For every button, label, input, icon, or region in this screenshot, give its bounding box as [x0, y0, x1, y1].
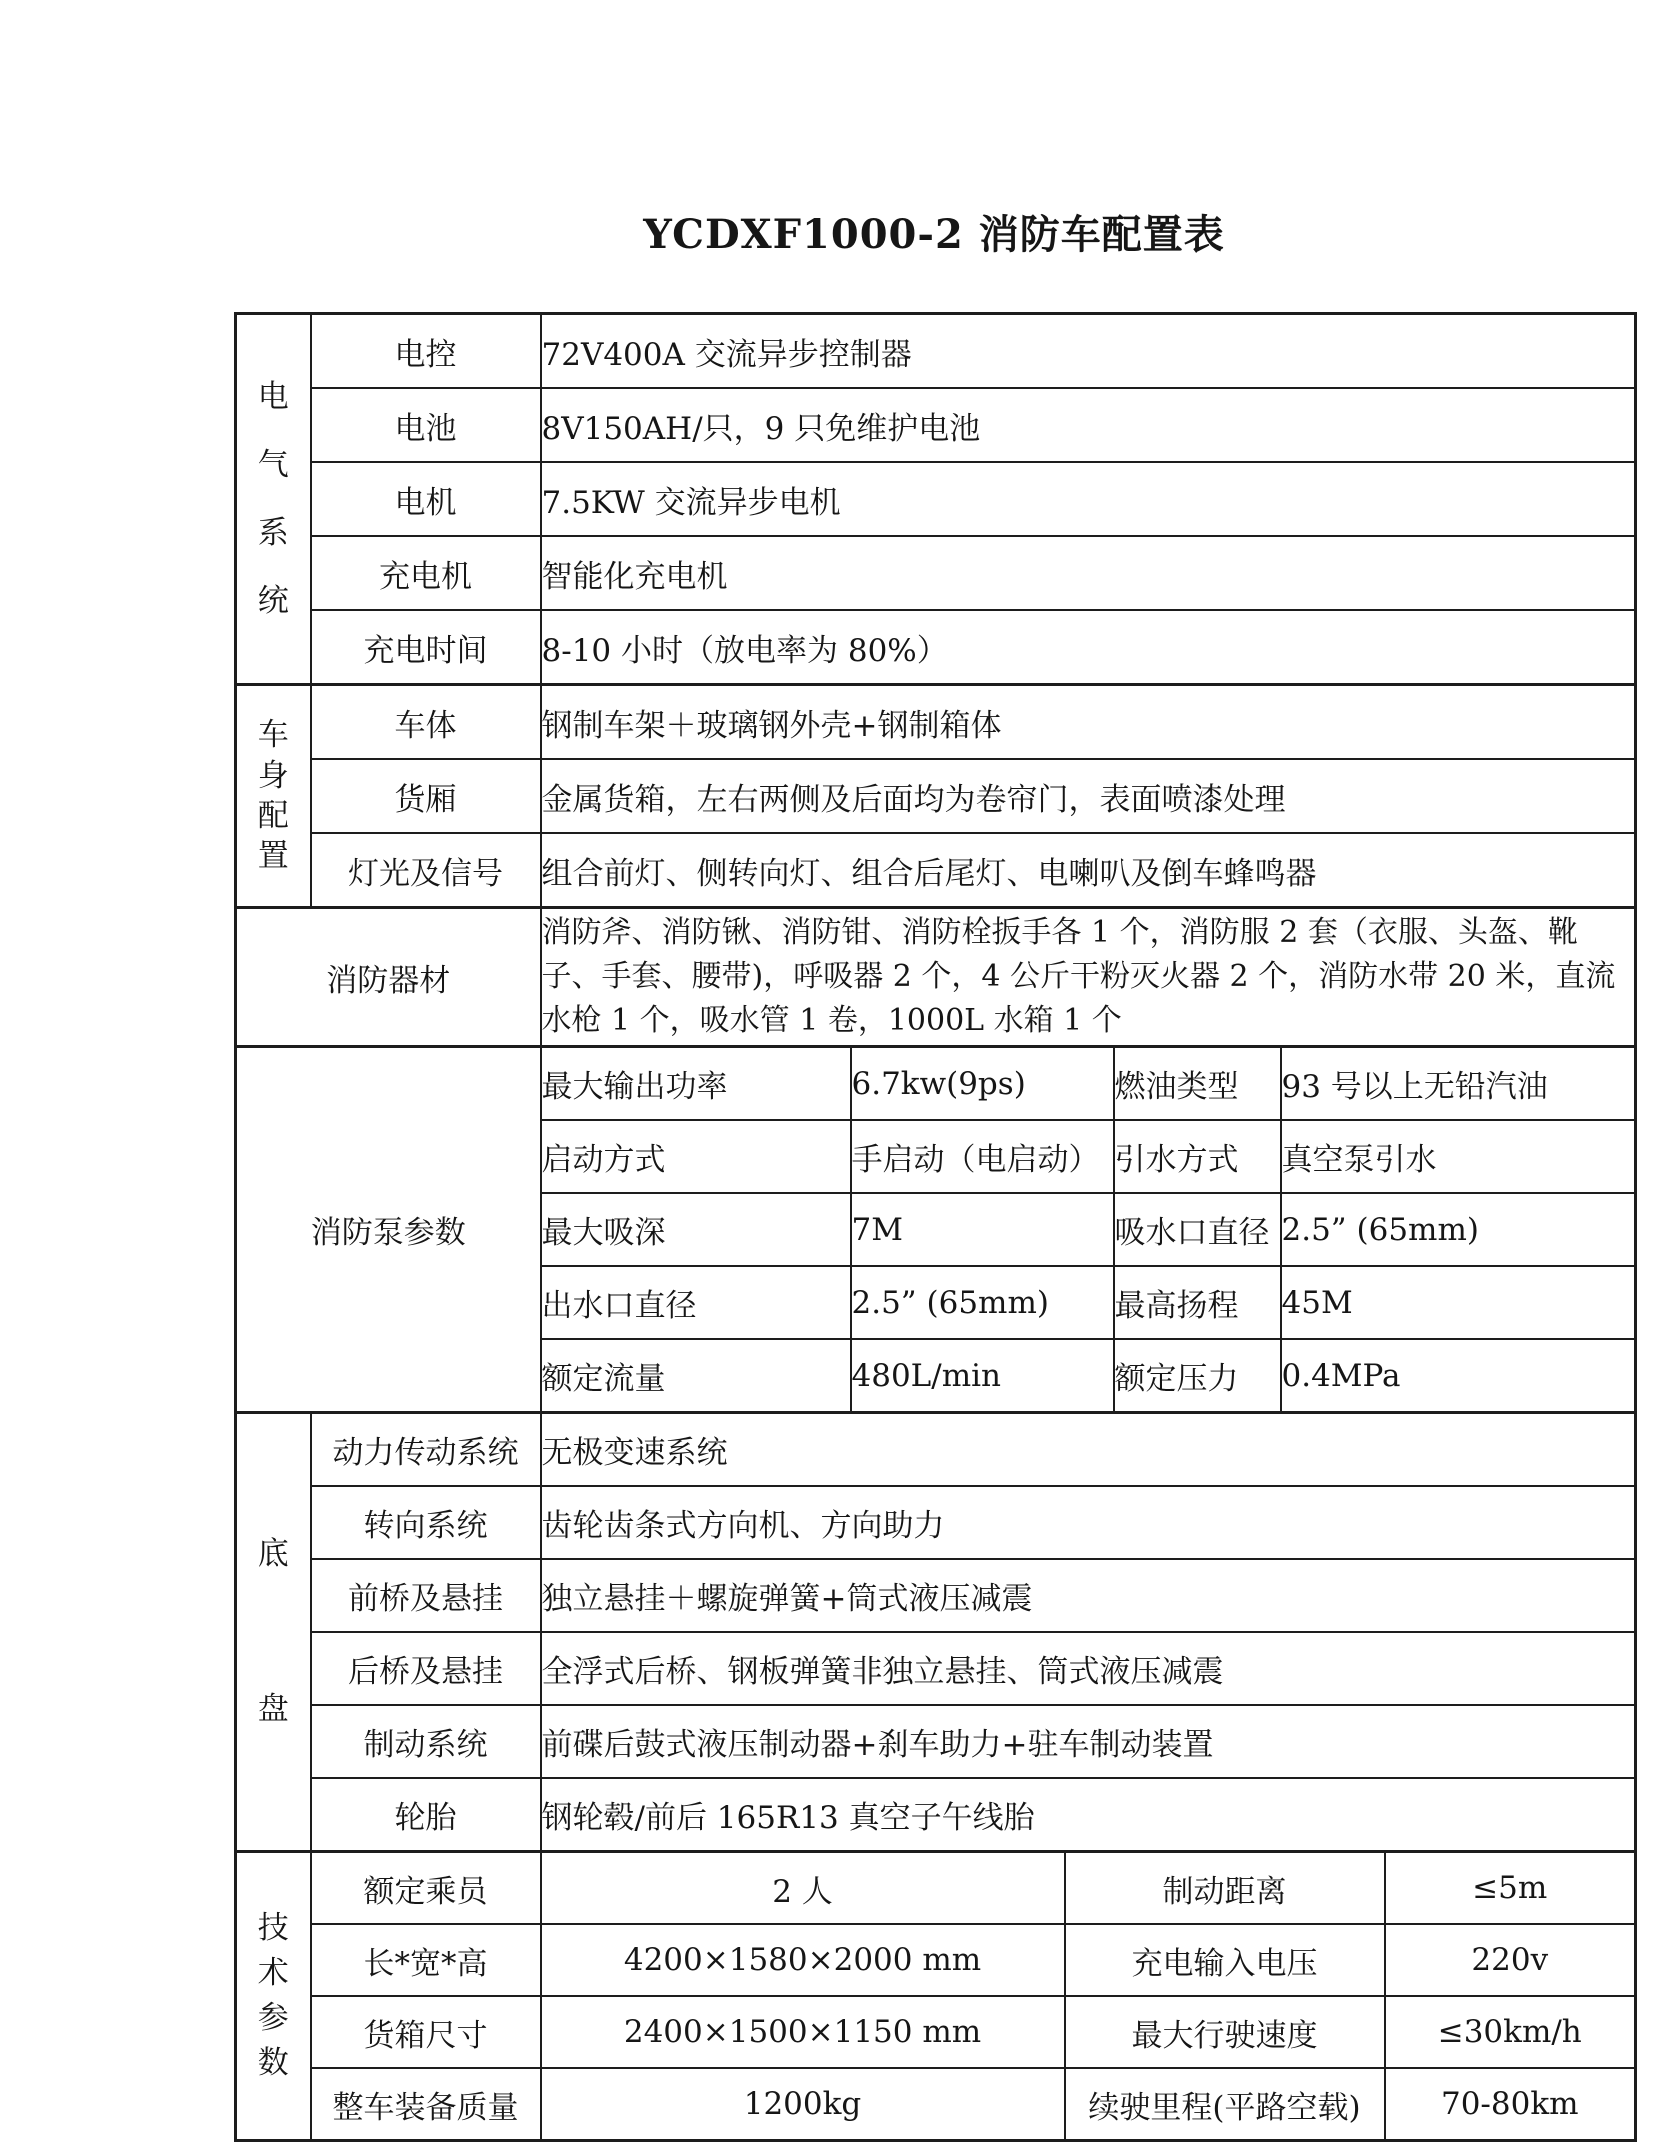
- row-label: 灯光及信号: [311, 833, 541, 908]
- section-electrical-group-cell: [236, 314, 311, 685]
- row-label: 电池: [311, 388, 541, 462]
- row-label: 最大吸深: [541, 1193, 851, 1266]
- section-pump-group-cell: 消防泵参数: [236, 1047, 541, 1413]
- row-value: 钢轮毂/前后 165R13 真空子午线胎: [541, 1778, 1636, 1852]
- table-row: [236, 314, 1636, 389]
- row-value: 8-10 小时（放电率为 80%）: [541, 610, 1636, 685]
- row-label: 电机: [311, 462, 541, 536]
- row-label: 最高扬程: [1114, 1266, 1281, 1339]
- table-row: [236, 1778, 1636, 1852]
- table-row: [236, 1996, 1636, 2068]
- row-value: 220v: [1385, 1924, 1636, 1996]
- row-label: 整车装备质量: [311, 2068, 541, 2141]
- section-tech: [234, 1850, 1637, 2142]
- table-row: [236, 2068, 1636, 2141]
- row-label: 最大输出功率: [541, 1047, 851, 1121]
- row-value: 独立悬挂＋螺旋弹簧+筒式液压减震: [541, 1559, 1636, 1632]
- table-row: [236, 759, 1636, 833]
- row-label: 充电时间: [311, 610, 541, 685]
- row-label: 电控: [311, 314, 541, 389]
- row-value: 8V150AH/只，9 只免维护电池: [541, 388, 1636, 462]
- row-value: 2 人: [541, 1852, 1065, 1925]
- row-label: 后桥及悬挂: [311, 1632, 541, 1705]
- row-label: 吸水口直径: [1114, 1193, 1281, 1266]
- row-value: 钢制车架＋玻璃钢外壳+钢制箱体: [541, 685, 1636, 760]
- table-row: [236, 1047, 1636, 1121]
- row-label: 额定流量: [541, 1339, 851, 1413]
- row-label: 动力传动系统: [311, 1413, 541, 1487]
- row-label: 货箱尺寸: [311, 1996, 541, 2068]
- section-pump: [234, 1045, 1637, 1414]
- row-value: 1200kg: [541, 2068, 1065, 2141]
- row-value: 7.5KW 交流异步电机: [541, 462, 1636, 536]
- row-label: 燃油类型: [1114, 1047, 1281, 1121]
- table-row: [236, 388, 1636, 462]
- row-value: 72V400A 交流异步控制器: [541, 314, 1636, 389]
- row-label: 消防器材: [236, 908, 541, 1047]
- table-row: [236, 685, 1636, 760]
- row-value: 7M: [851, 1193, 1114, 1266]
- row-label: 启动方式: [541, 1120, 851, 1193]
- section-tech-group-cell: [236, 1852, 311, 2141]
- row-value: 6.7kw(9ps): [851, 1047, 1114, 1121]
- section-body-config: [234, 683, 1637, 909]
- row-value: 消防斧、消防锹、消防钳、消防栓扳手各 1 个，消防服 2 套（衣服、头盔、靴子、手套、腰带)，呼吸器 2 个，4 公斤干粉灭火器 2 个，消防水带 20 米，直流水枪 1 个，吸水管 1 卷，1000L 水箱 1 个: [541, 908, 1636, 1047]
- section-body-group-cell: [236, 685, 311, 908]
- vertical-label: 电气系统: [257, 378, 289, 620]
- table-row: [236, 1413, 1636, 1487]
- row-label: 续驶里程(平路空载): [1065, 2068, 1385, 2141]
- row-value: 智能化充电机: [541, 536, 1636, 610]
- row-label: 车体: [311, 685, 541, 760]
- row-value: 真空泵引水: [1281, 1120, 1636, 1193]
- row-label: 制动系统: [311, 1705, 541, 1778]
- row-label: 长*宽*高: [311, 1924, 541, 1996]
- row-value: ≤30km/h: [1385, 1996, 1636, 2068]
- row-label: 引水方式: [1114, 1120, 1281, 1193]
- row-value: ≤5m: [1385, 1852, 1636, 1925]
- row-value: 全浮式后桥、钢板弹簧非独立悬挂、筒式液压减震: [541, 1632, 1636, 1705]
- vertical-label: 底盘: [257, 1536, 289, 1727]
- row-value: 0.4MPa: [1281, 1339, 1636, 1413]
- section-chassis-group-cell: [236, 1413, 311, 1852]
- row-label: 货厢: [311, 759, 541, 833]
- row-label: 制动距离: [1065, 1852, 1385, 1925]
- row-label: 最大行驶速度: [1065, 1996, 1385, 2068]
- row-label: 轮胎: [311, 1778, 541, 1852]
- row-value: 480L/min: [851, 1339, 1114, 1413]
- vertical-label: 技术参数: [257, 1910, 289, 2081]
- table-row: [236, 908, 1636, 1047]
- row-value: 2.5” (65mm): [851, 1266, 1114, 1339]
- row-value: 金属货箱，左右两侧及后面均为卷帘门，表面喷漆处理: [541, 759, 1636, 833]
- row-label: 出水口直径: [541, 1266, 851, 1339]
- row-label: 额定乘员: [311, 1852, 541, 1925]
- table-row: [236, 1486, 1636, 1559]
- page-title: YCDXF1000-2 消防车配置表: [643, 211, 1225, 258]
- row-value: 45M: [1281, 1266, 1636, 1339]
- row-value: 手启动（电启动）: [851, 1120, 1114, 1193]
- vertical-label: 车身配置: [257, 717, 289, 875]
- table-row: [236, 1559, 1636, 1632]
- table-row: [236, 833, 1636, 908]
- row-value: 无极变速系统: [541, 1413, 1636, 1487]
- row-label: 前桥及悬挂: [311, 1559, 541, 1632]
- row-value: 组合前灯、侧转向灯、组合后尾灯、电喇叭及倒车蜂鸣器: [541, 833, 1636, 908]
- row-value: 2.5” (65mm): [1281, 1193, 1636, 1266]
- section-chassis: [234, 1411, 1637, 1853]
- section-equipment: [234, 906, 1637, 1048]
- table-row: [236, 1924, 1636, 1996]
- row-value: 4200×1580×2000 mm: [541, 1924, 1065, 1996]
- row-label: 转向系统: [311, 1486, 541, 1559]
- section-electrical: [234, 312, 1637, 686]
- table-row: [236, 536, 1636, 610]
- row-label: 额定压力: [1114, 1339, 1281, 1413]
- row-value: 齿轮齿条式方向机、方向助力: [541, 1486, 1636, 1559]
- table-row: [236, 1632, 1636, 1705]
- table-row: [236, 1705, 1636, 1778]
- document-content: [234, 0, 1634, 2142]
- row-label: 充电机: [311, 536, 541, 610]
- row-value: 70-80km: [1385, 2068, 1636, 2141]
- table-row: [236, 1852, 1636, 1925]
- row-value: 2400×1500×1150 mm: [541, 1996, 1065, 2068]
- row-label: 充电输入电压: [1065, 1924, 1385, 1996]
- row-value: 93 号以上无铅汽油: [1281, 1047, 1636, 1121]
- row-value: 前碟后鼓式液压制动器+刹车助力+驻车制动装置: [541, 1705, 1636, 1778]
- table-row: [236, 462, 1636, 536]
- table-row: [236, 610, 1636, 685]
